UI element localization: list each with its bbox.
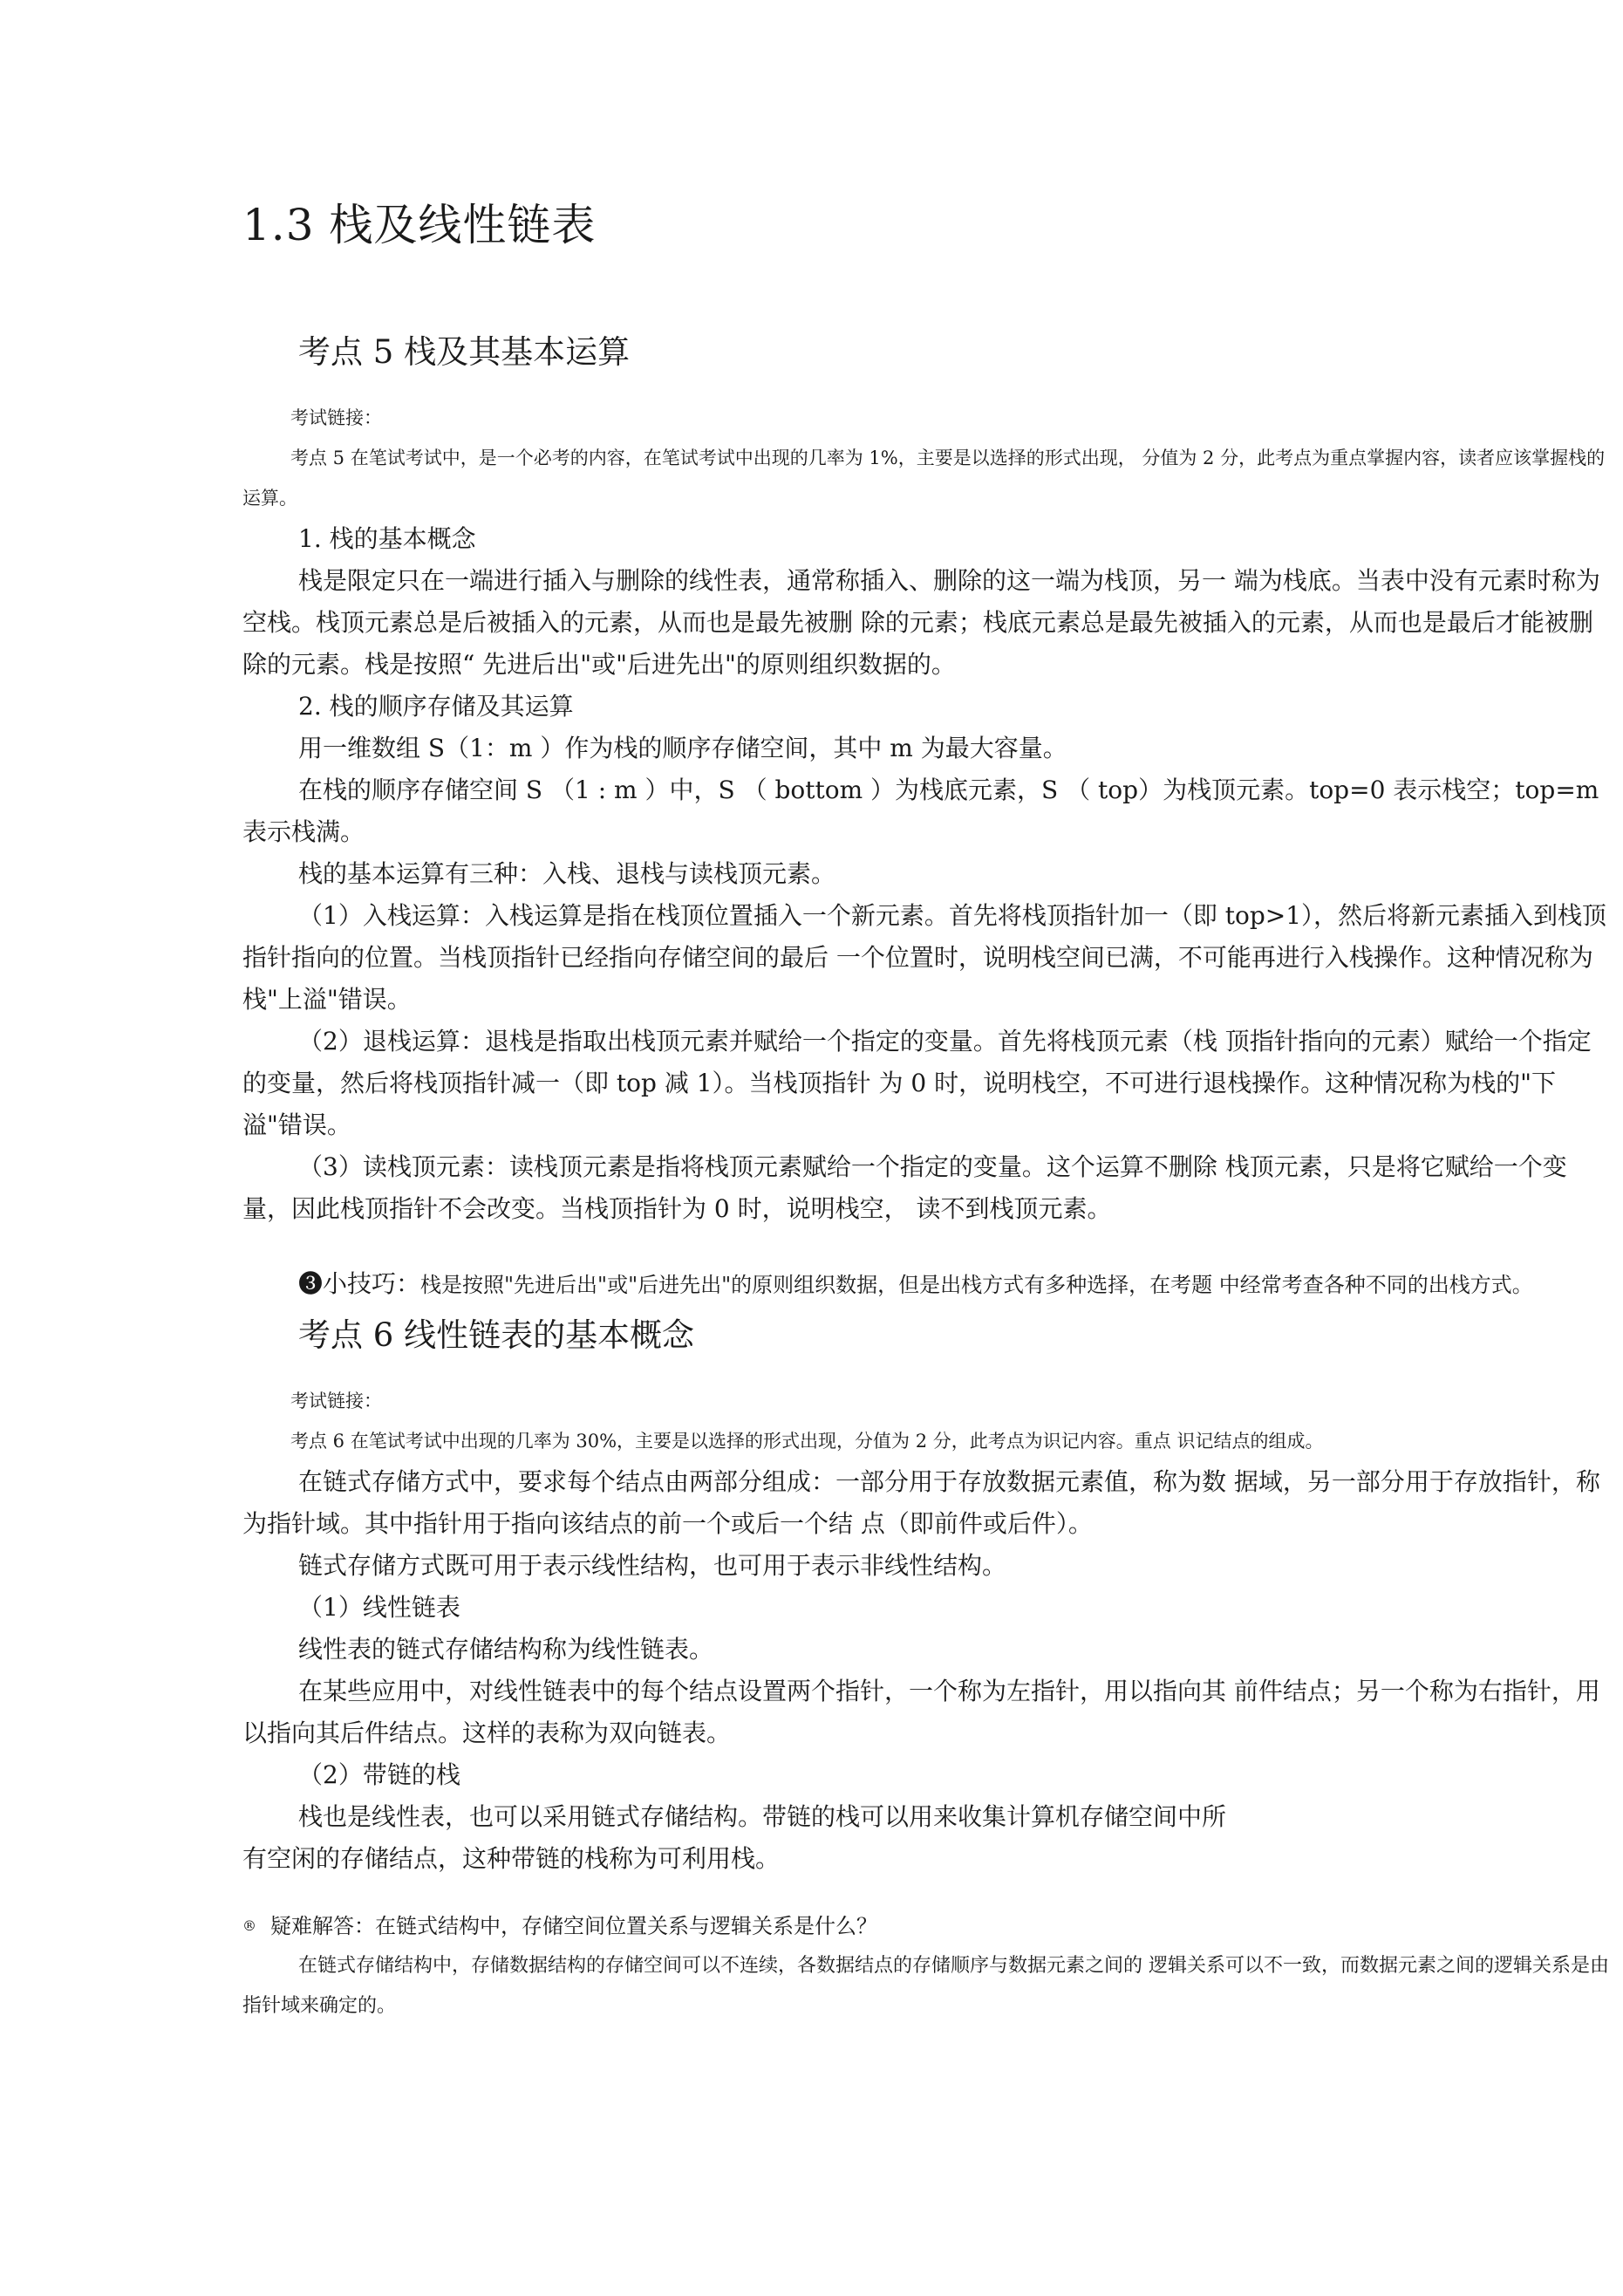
subsection-title: 1. 栈的基本概念 [298,524,476,553]
page-content [242,190,1612,2026]
paragraph: 栈的基本运算有三种：入栈、退栈与读栈顶元素。 [298,859,836,888]
point6-section [242,1311,1612,1880]
faq-question-text: 疑难解答：在链式结构中，存储空间位置关系与逻辑关系是什么？ [270,1914,877,1938]
point5-section [242,328,1612,1302]
tip-box [242,1267,1612,1302]
read-top-operation: （3）读栈顶元素：读栈顶元素是指将栈顶元素赋给一个指定的变量。这个运算不删除 栈顶元素，只是将它赋给一个变量，因此栈顶指针不会改变。当栈顶指针为 0 时，说明栈空， 读不到栈顶元素。 [242,1152,1567,1223]
exam-link-label: 考试链接： [290,1391,382,1411]
paragraph: 用一维数组 S（1：m ）作为栈的顺序存储空间，其中 m 为最大容量。 [298,734,1067,762]
tip-label: ❸小技巧： [298,1269,421,1298]
paragraph-line: 栈也是线性表，也可以采用链式存储结构。带链的栈可以用来收集计算机存储空间中所 [298,1802,1227,1831]
exam-link-text: 考点 6 在笔试考试中出现的几率为 30%，主要是以选择的形式出现，分值为 2 分，此考点为识记内容。重点 识记结点的组成。 [290,1431,1324,1452]
exam-link-text: 考点 5 在笔试考试中，是一个必考的内容，在笔试考试中出现的几率为 1%，主要是以选择的形式出现， 分值为 2 分，此考点为重点掌握内容，读者应该掌握栈的运算。 [242,448,1606,509]
paragraph: 栈是限定只在一端进行插入与删除的线性表，通常称插入、删除的这一端为栈顶，另一 端为栈底。当表中没有元素时称为空栈。栈顶元素总是后被插入的元素，从而也是最先被删 除的元素；栈底元素总是最先被插入的元素，从而也是最后才能被删除的元素。栈是按照“ 先进后出"或"后进先出"的原则组织数据的。 [242,566,1600,679]
push-operation: （1）入栈运算：入栈运算是指在栈顶位置插入一个新元素。首先将栈顶指针加一（即 top>1），然后将新元素插入到栈顶指针指向的位置。当栈顶指针已经指向存储空间的最后 一个位置时，说明栈空间已满，不可能再进行入栈操作。这种情况称为栈"上溢"错误。 [242,901,1607,1014]
paragraph: 线性表的链式存储结构称为线性链表。 [298,1635,714,1664]
tip-text: 栈是按照"先进后出"或"后进先出"的原则组织数据，但是出栈方式有多种选择，在考题 中经常考查各种不同的出栈方式。 [420,1273,1533,1297]
paragraph: 在链式存储方式中，要求每个结点由两部分组成：一部分用于存放数据元素值，称为数 据域，另一部分用于存放指针，称为指针域。其中指针用于指向该结点的前一个或后一个结 点（即前件或后件）。 [242,1467,1600,1538]
faq-section [242,1906,1612,2026]
point6-heading: 考点 6 线性链表的基本概念 [298,1316,695,1354]
paragraph: 在某些应用中，对线性链表中的每个结点设置两个指针，一个称为左指针，用以指向其 前件结点；另一个称为右指针，用以指向其后件结点。这样的表称为双向链表。 [242,1677,1600,1747]
subsection-title: （2）带链的栈 [298,1760,460,1789]
pop-operation: （2）退栈运算：退栈是指取出栈顶元素并赋给一个指定的变量。首先将栈顶元素（栈 顶指针指向的元素）赋给一个指定的变量，然后将栈顶指针减一（即 top 减 1）。当栈顶指针 为 0 时，说明栈空，不可进行退栈操作。这种情况称为栈的"下溢"错误。 [242,1027,1592,1139]
point5-heading: 考点 5 栈及其基本运算 [298,333,631,371]
paragraph: 在栈的顺序存储空间 S （1 : m ）中，S （ bottom ）为栈底元素，S （ top）为栈顶元素。top=0 表示栈空；top=m 表示栈满。 [242,776,1599,846]
subsection-title: （1）线性链表 [298,1593,460,1622]
faq-question [242,1906,1612,1946]
faq-answer: 在链式存储结构中，存储数据结构的存储空间可以不连续，各数据结点的存储顺序与数据元素之间的 逻辑关系可以不一致，而数据元素之间的逻辑关系是由指针域来确定的。 [242,1955,1609,2017]
paragraph: 链式存储方式既可用于表示线性结构，也可用于表示非线性结构。 [298,1551,1007,1580]
section-title: 1.3 栈及线性链表 [242,200,597,250]
subsection-title: 2. 栈的顺序存储及其运算 [298,692,574,721]
paragraph-line: 有空闲的存储结点，这种带链的栈称为可利用栈。 [242,1844,781,1873]
exam-link-label: 考试链接： [290,407,382,428]
faq-mark-icon: ® [242,1917,256,1934]
